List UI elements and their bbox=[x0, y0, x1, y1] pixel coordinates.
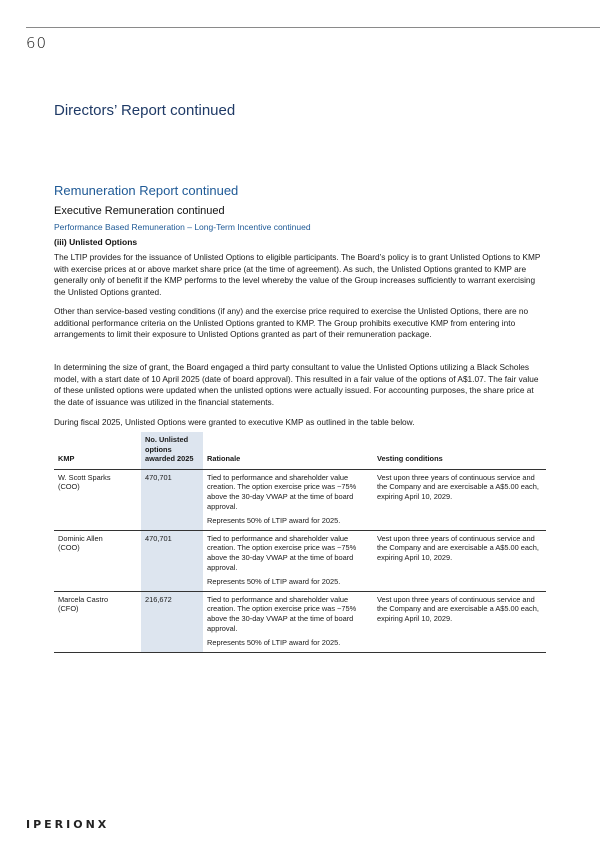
rationale-text: Tied to performance and shareholder value creation. The option exercise price was ~75% above the 30-day VWAP at the time of board approval. bbox=[207, 533, 357, 572]
table-row bbox=[54, 591, 546, 652]
paragraph-ltip-policy: The LTIP provides for the issuance of Unlisted Options to eligible participants. The Board’s policy is to grant Unlisted Options to KMP with exercise prices at or above market share price (at the time of agreement). As such, the Unlisted Options granted to KMP are generally only of benefit if the KMP performs to the level whereby the value of the Group increases sufficiently to warrant exercising the Unlisted Options granted. bbox=[54, 252, 541, 297]
vesting-cell: Vest upon three years of continuous service and the Company and are exercisable a A$5.00 each, expiring April 10, 2029. bbox=[373, 530, 546, 591]
kmp-name: Dominic Allen bbox=[58, 533, 103, 543]
vesting-cell: Vest upon three years of continuous service and the Company and are exercisable a A$5.00 each, expiring April 10, 2029. bbox=[373, 591, 546, 652]
header-kmp: KMP bbox=[54, 432, 141, 469]
rationale-text: Tied to performance and shareholder value creation. The option exercise price was ~75% above the 30-day VWAP at the time of board approval. bbox=[207, 472, 357, 511]
rationale-text: Tied to performance and shareholder value creation. The option exercise price was ~75% above the 30-day VWAP at the time of board approval. bbox=[207, 594, 357, 633]
vesting-cell: Vest upon three years of continuous service and the Company and are exercisable a A$5.00 each, expiring April 10, 2029. bbox=[373, 469, 546, 530]
header-options-awarded: No. Unlisted options awarded 2025 bbox=[141, 432, 203, 469]
page-title: Directors’ Report continued bbox=[54, 102, 236, 119]
rationale-cell bbox=[203, 530, 373, 591]
table-header-row bbox=[54, 432, 546, 469]
kmp-name: W. Scott Sparks bbox=[58, 472, 111, 482]
header-vesting-conditions: Vesting conditions bbox=[373, 432, 546, 469]
rationale-note: Represents 50% of LTIP award for 2025. bbox=[207, 516, 341, 526]
unlisted-options-heading: (iii) Unlisted Options bbox=[54, 237, 138, 247]
kmp-role: (COO) bbox=[58, 482, 80, 492]
page-number: 60 bbox=[26, 34, 48, 52]
paragraph-grant-valuation: In determining the size of grant, the Board engaged a third party consultant to value the Unlisted Options utilizing a Black Scholes model, with a start date of 10 April 2025 (date of board approval). This resulted in a fair value of the options of A$1.07. The fair value of these unlisted options were updated when the unlisted options were actually issued. For accounting purposes, the share price at the date of issuance was utilized in the financial statements. bbox=[54, 362, 539, 407]
rationale-cell bbox=[203, 591, 373, 652]
unlisted-options-table bbox=[54, 432, 546, 653]
kmp-name: Marcela Castro bbox=[58, 594, 109, 604]
rationale-cell bbox=[203, 469, 373, 530]
section-title: Remuneration Report continued bbox=[54, 183, 239, 198]
table-row bbox=[54, 469, 546, 530]
rationale-note: Represents 50% of LTIP award for 2025. bbox=[207, 638, 341, 648]
options-awarded-cell: 216,672 bbox=[141, 591, 203, 652]
kmp-role: (CFO) bbox=[58, 604, 79, 614]
section-subtitle: Executive Remuneration continued bbox=[54, 205, 225, 217]
paragraph-vesting-conditions: Other than service-based vesting conditions (if any) and the exercise price required to exercise the Unlisted Options, there are no additional performance criteria on the Unlisted Options granted to KMP. The Group prohibits executive KMP from entering into arrangements to limit their exposure to Unlisted Options granted as part of their remuneration package. bbox=[54, 306, 529, 340]
header-rationale: Rationale bbox=[203, 432, 373, 469]
kmp-role: (COO) bbox=[58, 543, 80, 553]
kmp-cell bbox=[54, 469, 141, 530]
kmp-cell bbox=[54, 530, 141, 591]
table-row bbox=[54, 530, 546, 591]
section-sub-subtitle: Performance Based Remuneration – Long-Term Incentive continued bbox=[54, 222, 311, 232]
company-logo: IPERIONX bbox=[26, 818, 110, 831]
options-awarded-cell: 470,701 bbox=[141, 469, 203, 530]
rationale-note: Represents 50% of LTIP award for 2025. bbox=[207, 577, 341, 587]
kmp-cell bbox=[54, 591, 141, 652]
top-divider bbox=[26, 27, 600, 28]
paragraph-table-intro: During fiscal 2025, Unlisted Options were granted to executive KMP as outlined in the table below. bbox=[54, 417, 415, 427]
options-awarded-cell: 470,701 bbox=[141, 530, 203, 591]
